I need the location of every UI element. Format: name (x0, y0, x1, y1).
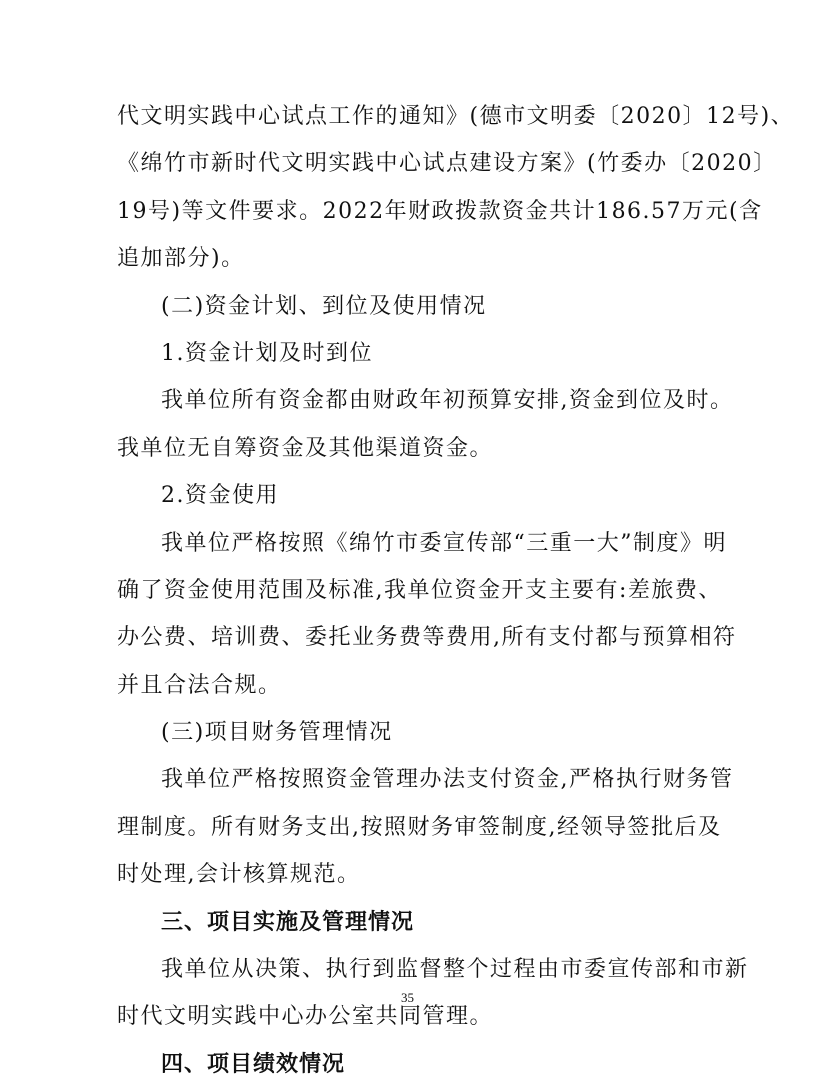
paragraph-start: 我单位严格按照资金管理办法支付资金,严格执行财务管 (161, 767, 734, 793)
page-number: 35 (401, 990, 414, 1005)
document-body (117, 93, 795, 1088)
text-line: 确了资金使用范围及标准,我单位资金开支主要有:差旅费、 (117, 577, 722, 603)
item-heading: 1.资金计划及时到位 (161, 340, 373, 366)
text-line: 代文明实践中心试点工作的通知》(德市文明委〔2020〕12号)、 (117, 104, 795, 129)
text-line: 办公费、培训费、委托业务费等费用,所有支付都与预算相符 (117, 625, 737, 651)
section-heading: 四、项目绩效情况 (161, 1051, 346, 1077)
text-line: 时代文明实践中心办公室共同管理。 (117, 1004, 494, 1030)
text-line: 并且合法合规。 (117, 672, 282, 698)
text-line: 我单位无自筹资金及其他渠道资金。 (117, 435, 494, 461)
paragraph-start: 我单位所有资金都由财政年初预算安排,资金到位及时。 (161, 388, 734, 414)
paragraph-start: 我单位从决策、执行到监督整个过程由市委宣传部和市新 (161, 957, 749, 983)
item-heading: 2.资金使用 (161, 483, 279, 509)
text-line: 追加部分)。 (117, 246, 245, 272)
paragraph-start: 我单位严格按照《绵竹市委宣传部“三重一大”制度》明 (161, 530, 727, 556)
text-line: 理制度。所有财务支出,按照财务审签制度,经领导签批后及 (117, 814, 722, 840)
text-line: 时处理,会计核算规范。 (117, 862, 361, 888)
text-line: 《绵竹市新时代文明实践中心试点建设方案》(竹委办〔2020〕 (117, 151, 777, 177)
text-line: 19号)等文件要求。2022年财政拨款资金共计186.57万元(含 (117, 198, 763, 224)
section-heading: 三、项目实施及管理情况 (161, 909, 415, 935)
section-subheading: (三)项目财务管理情况 (161, 720, 393, 746)
section-subheading: (二)资金计划、到位及使用情况 (161, 293, 487, 319)
